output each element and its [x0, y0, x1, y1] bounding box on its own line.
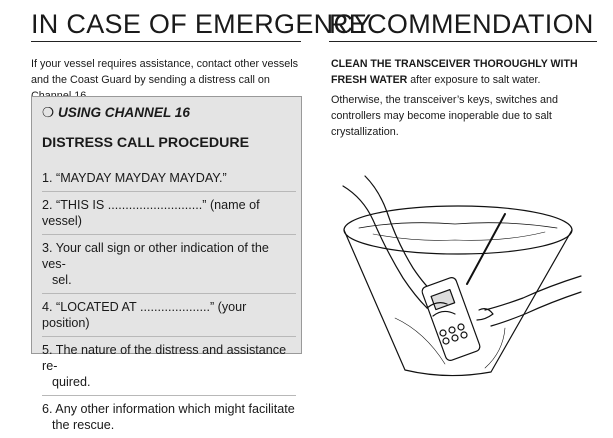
step-text: 5. The nature of the distress and assistance re-: [42, 343, 287, 373]
step-continuation: quired.: [52, 375, 91, 389]
washing-transceiver-illustration: [335, 168, 585, 382]
step-text: 6. Any other information which might facilitate: [42, 402, 295, 416]
step-continuation: sel.: [52, 273, 72, 287]
recommendation-bold-tail: after exposure to salt water.: [407, 74, 541, 86]
step-item: [42, 165, 296, 192]
procedure-steps: [42, 165, 296, 438]
step-text: 4. “LOCATED AT ....................” (your position): [42, 300, 247, 330]
step-text: 2. “THIS IS ...........................” (name of vessel): [42, 198, 260, 228]
bucket-rim: [344, 206, 572, 254]
step-item: [42, 192, 296, 235]
recommendation-lead: [331, 56, 599, 88]
recommendation-body: Otherwise, the transceiver’s keys, switches and controllers may become inoperable due to salt crystallization.: [331, 94, 559, 138]
recommendation-bold-text: CLEAN THE TRANSCEIVER THOROUGHLY WITH FRESH WATER: [331, 58, 578, 86]
step-item: [42, 396, 296, 438]
step-text: 3. Your call sign or other indication of the ves-: [42, 241, 269, 271]
step-item: [42, 294, 296, 337]
step-item: [42, 235, 296, 294]
channel-16-panel: [31, 96, 302, 432]
step-item: [42, 337, 296, 396]
step-continuation: the rescue.: [52, 418, 115, 432]
emergency-heading: IN CASE OF EMERGENCY: [31, 8, 301, 42]
emergency-intro: If your vessel requires assistance, contact other vessels and the Coast Guard by sending a distress call on: [31, 58, 299, 86]
right-arm: [485, 276, 581, 310]
radio-icon: [421, 276, 482, 362]
distress-procedure-title: DISTRESS CALL PROCEDURE: [42, 135, 250, 151]
recommendation-heading: RECOMMENDATION: [329, 8, 597, 42]
panel-header: ❍ USING CHANNEL 16: [42, 105, 190, 120]
step-text: 1. “MAYDAY MAYDAY MAYDAY.”: [42, 171, 227, 185]
